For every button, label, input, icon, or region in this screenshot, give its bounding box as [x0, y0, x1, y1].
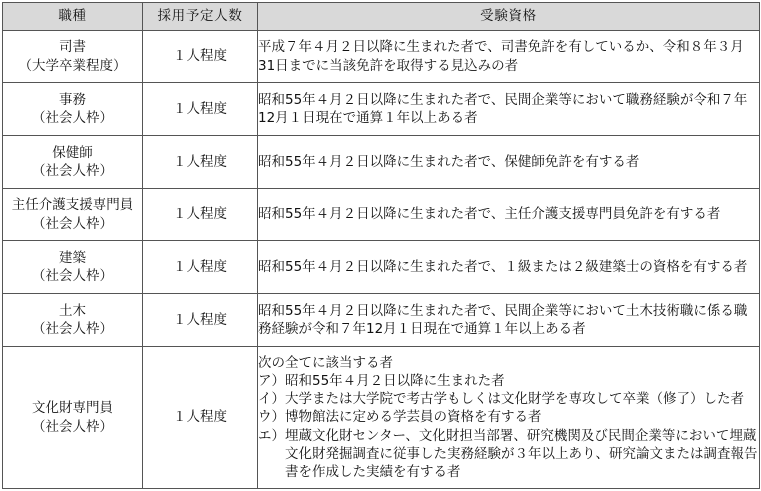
job-cell: [3, 241, 143, 294]
qualification-intro: 次の全てに該当する者: [258, 354, 393, 371]
job-category: （社会人枠）: [32, 268, 113, 284]
qualification-item: [258, 390, 759, 408]
table-row: [3, 294, 760, 347]
header-count: 採用予定人数: [143, 3, 258, 31]
header-qualification: 受験資格: [258, 3, 760, 31]
job-title: 文化財専門員: [32, 400, 113, 417]
qualification-cell: 昭和55年４月２日以降に生まれた者で、主任介護支援専門員免許を有する者: [258, 189, 760, 241]
count-cell: １人程度: [143, 347, 258, 489]
table-row: [3, 136, 760, 189]
job-title: 保健師: [52, 144, 93, 161]
table-row: [3, 189, 760, 241]
job-cell: [3, 83, 143, 136]
table-row: [3, 347, 760, 489]
table-row: [3, 83, 760, 136]
count-cell: １人程度: [143, 31, 258, 83]
job-cell: [3, 347, 143, 489]
qualification-cell: 平成７年４月２日以降に生まれた者で、司書免許を有しているか、令和８年３月31日までに当該免許を取得する見込みの者: [258, 31, 760, 83]
qualification-cell: 昭和55年４月２日以降に生まれた者で、保健師免許を有する者: [258, 136, 760, 189]
item-text: 昭和55年４月２日以降に生まれた者: [285, 372, 505, 389]
qualification-cell: 昭和55年４月２日以降に生まれた者で、１級または２級建築士の資格を有する者: [258, 241, 760, 294]
count-cell: １人程度: [143, 136, 258, 189]
job-category: （社会人枠）: [32, 110, 113, 126]
job-category: （社会人枠）: [32, 215, 113, 232]
job-cell: [3, 136, 143, 189]
count-cell: １人程度: [143, 189, 258, 241]
job-cell: [3, 294, 143, 347]
job-title: 土木: [59, 302, 86, 319]
job-category: （社会人枠）: [32, 418, 113, 435]
table-row: [3, 31, 760, 83]
item-marker: ア）: [258, 372, 285, 389]
job-title: 司書: [59, 39, 86, 56]
header-row: [3, 3, 760, 31]
item-text: 博物館法に定める学芸員の資格を有する者: [285, 409, 542, 426]
count-cell: １人程度: [143, 241, 258, 294]
count-cell: １人程度: [143, 294, 258, 347]
item-text: 埋蔵文化財センター、文化財担当部署、研究機関及び民間企業等において埋蔵文化財発掘調査に従事した実務経験が３年以上あり、研究論文または調査報告書を作成した実績を有する者: [285, 427, 758, 481]
qualification-item: [258, 427, 759, 482]
job-title: 建築: [59, 249, 86, 266]
job-title: 事務: [59, 91, 86, 108]
item-marker: エ）: [258, 427, 285, 444]
job-category: （大学卒業程度）: [18, 57, 127, 74]
count-cell: １人程度: [143, 83, 258, 136]
qualification-cell: [258, 347, 760, 489]
item-marker: ウ）: [258, 409, 285, 426]
qualification-item: [258, 408, 759, 426]
table-row: [3, 241, 760, 294]
recruitment-table: [2, 2, 760, 489]
job-category: （社会人枠）: [32, 321, 113, 337]
qualification-cell: 昭和55年４月２日以降に生まれた者で、民間企業等において職務経験が令和７年12月１日現在で通算１年以上ある者: [258, 83, 760, 136]
qualification-item: [258, 372, 759, 390]
qualification-cell: 昭和55年４月２日以降に生まれた者で、民間企業等において土木技術職に係る職務経験が令和７年12月１日現在で通算１年以上ある者: [258, 294, 760, 347]
job-cell: [3, 189, 143, 241]
job-category: （社会人枠）: [32, 163, 113, 179]
job-title: 主任介護支援専門員: [11, 197, 134, 214]
header-job: 職種: [3, 3, 143, 31]
item-marker: イ）: [258, 391, 285, 408]
item-text: 大学または大学院で考古学もしくは文化財学を専攻して卒業（修了）した者: [285, 391, 744, 408]
job-cell: [3, 31, 143, 83]
